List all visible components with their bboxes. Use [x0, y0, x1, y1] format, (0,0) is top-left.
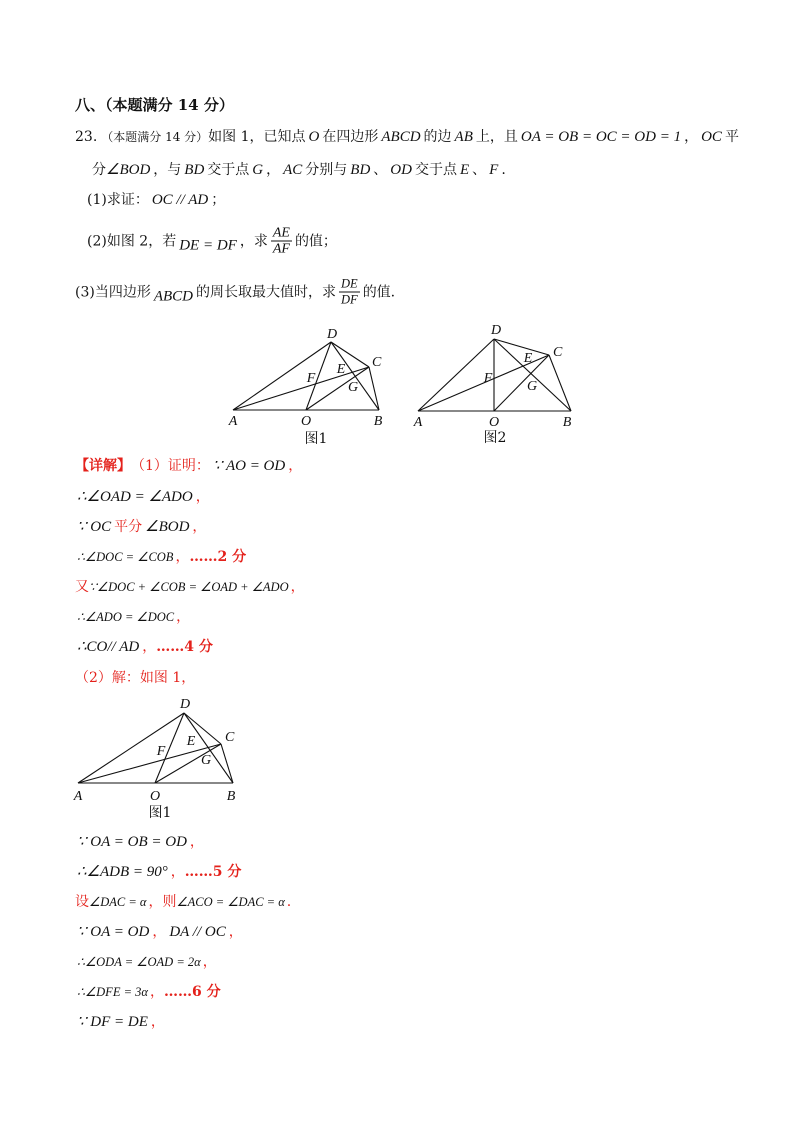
section-heading: 八、（本题满分 14 分）: [75, 96, 234, 114]
question-score-note: （本题满分 14 分）: [101, 130, 209, 144]
solution-line-4: [77, 547, 246, 567]
fraction-denominator: DF: [341, 292, 358, 307]
label-e: E: [336, 362, 346, 377]
fraction-numerator: DE: [341, 276, 358, 291]
figure-caption: 图1: [304, 431, 328, 447]
solution-line-7: [77, 637, 213, 657]
solution-tag: 【详解】: [75, 458, 131, 474]
math-expression: ∠DAC = α: [89, 895, 147, 909]
math-point-o: O: [308, 129, 320, 145]
label-e: E: [523, 351, 533, 366]
solution-text: 平分: [114, 519, 143, 535]
score-marker: ……5 分: [184, 864, 242, 880]
solution-line-1: [75, 456, 302, 476]
label-a: A: [413, 415, 423, 430]
math-side-ab: AB: [454, 129, 473, 145]
stem-text: 平: [724, 129, 739, 145]
solution-punctuation: ，: [170, 864, 185, 880]
math-expression: ∴∠DFE = 3α: [77, 985, 148, 999]
question-stem-line-2: [92, 160, 506, 180]
part-1-text: (1)求证：: [87, 192, 149, 208]
solution-line-3: [77, 517, 206, 537]
label-g: G: [526, 379, 538, 394]
label-f: F: [156, 744, 166, 759]
figure-1: [220, 320, 400, 450]
math-de-equals-df: DE = DF: [179, 237, 237, 253]
stem-text: 在四边形: [322, 129, 379, 145]
label-o: O: [300, 414, 312, 429]
stem-text: 上，且: [475, 129, 518, 145]
solution-text: （1）证明：: [131, 458, 210, 474]
solution-line-14: [77, 982, 221, 1002]
figure-caption: 图1: [148, 805, 172, 821]
part-1-text: ；: [211, 192, 226, 208]
stem-text: 交于点: [414, 162, 457, 178]
label-o: O: [149, 789, 161, 804]
solution-line-5: [75, 577, 305, 597]
math-equal-lengths: OA = OB = OC = OD = 1: [520, 129, 682, 145]
score-marker: ……4 分: [156, 639, 213, 655]
stem-text: 、: [373, 162, 388, 178]
solution-line-13: [77, 952, 217, 972]
solution-punctuation: .: [286, 894, 292, 910]
question-part-3: [75, 277, 395, 308]
label-b: B: [373, 414, 383, 429]
fraction-denominator: AF: [272, 241, 290, 257]
math-expression: ∴∠ADO = ∠DOC: [77, 610, 175, 624]
label-a: A: [73, 789, 83, 804]
label-c: C: [372, 355, 382, 370]
math-expression: ∠BOD: [145, 519, 190, 535]
solution-punctuation: ，: [228, 924, 243, 940]
solution-line-6: [77, 607, 190, 627]
part-3-text: 的值.: [362, 284, 396, 300]
segment-ac: [78, 744, 221, 783]
math-segment-ac: AC: [283, 162, 303, 178]
question-part-1: [87, 190, 225, 210]
math-point-f: F: [489, 162, 499, 178]
solution-punctuation: ，: [142, 639, 157, 655]
math-expression: ∵ OA = OB = OD: [77, 834, 187, 850]
math-expression: ∵ AO = OD: [212, 458, 286, 474]
solution-text: 设: [75, 894, 89, 910]
solution-line-9: [77, 832, 204, 852]
math-expression: ∠ACO = ∠DAC = α: [176, 895, 285, 909]
solution-punctuation: ，: [189, 834, 204, 850]
math-quadrilateral: ABCD: [381, 129, 421, 145]
math-segment-oc: OC: [701, 129, 722, 145]
solution-punctuation: ，: [150, 1014, 165, 1030]
math-expression: ∴∠ODA = ∠OAD = 2α: [77, 955, 201, 969]
math-expression: ∵ DF = DE: [77, 1014, 148, 1030]
solution-punctuation: ，: [176, 609, 191, 625]
part-2-text: 的值；: [294, 233, 337, 249]
label-d: D: [490, 323, 502, 338]
solution-line-10: [77, 862, 241, 882]
part-2-text: (2)如图 2，若: [87, 233, 177, 249]
solution-punctuation: ，: [195, 489, 210, 505]
label-g: G: [347, 380, 359, 395]
stem-text: 交于点: [207, 162, 250, 178]
math-segment-bd: BD: [350, 162, 371, 178]
math-expression: ∵∠DOC + ∠COB = ∠OAD + ∠ADO: [89, 580, 289, 594]
solution-figure-1: [65, 690, 250, 825]
solution-line-12: [77, 922, 243, 942]
math-oc-parallel-ad: OC // AD: [151, 192, 209, 208]
solution-text: （2）解：如图 1，: [75, 670, 196, 686]
math-angle-bod: ∠BOD: [106, 162, 151, 178]
math-expression: ∴∠OAD = ∠ADO: [77, 489, 193, 505]
solution-line-2: [77, 487, 210, 507]
label-b: B: [562, 415, 572, 430]
stem-text: ，: [266, 162, 281, 178]
figure-2: [405, 318, 585, 448]
solution-punctuation: ，: [192, 519, 207, 535]
math-expression: ∴∠ADB = 90°: [77, 864, 168, 880]
score-marker: ……6 分: [163, 984, 221, 1000]
solution-punctuation: ，: [175, 549, 190, 565]
part-2-text: ，求: [239, 233, 268, 249]
stem-text: .: [501, 162, 506, 178]
math-point-g: G: [252, 162, 264, 178]
label-f: F: [483, 371, 493, 386]
label-c: C: [225, 730, 235, 745]
stem-text: 分别与: [305, 162, 348, 178]
math-expression: ∴CO// AD: [77, 639, 140, 655]
fraction-numerator: AE: [272, 225, 290, 241]
math-segment-od: OD: [390, 162, 412, 178]
score-marker: ……2 分: [189, 549, 247, 565]
question-part-2: [87, 226, 337, 257]
math-expression: ∵ OA = OD: [77, 924, 150, 940]
label-a: A: [228, 414, 238, 429]
fraction-de-over-df: [339, 277, 360, 308]
label-o: O: [488, 415, 500, 430]
stem-text: 、: [472, 162, 487, 178]
segment-cb: [549, 355, 571, 411]
math-expression: ∴∠DOC = ∠COB: [77, 550, 174, 564]
solution-punctuation: ，: [152, 924, 167, 940]
solution-punctuation: ，: [149, 984, 164, 1000]
label-e: E: [186, 734, 196, 749]
label-d: D: [326, 327, 338, 342]
stem-text: ，: [684, 129, 699, 145]
segment-cb: [221, 744, 233, 783]
label-f: F: [306, 371, 316, 386]
segment-ad: [78, 713, 184, 783]
math-expression: DA // OC: [169, 924, 226, 940]
solution-line-15: [77, 1012, 165, 1032]
stem-text: 如图 1，已知点: [208, 129, 306, 145]
label-g: G: [200, 753, 212, 768]
solution-punctuation: ，: [202, 954, 217, 970]
label-b: B: [226, 789, 236, 804]
solution-line-11: [75, 892, 291, 912]
solution-line-8: [75, 668, 195, 688]
segment-ad: [418, 339, 494, 411]
solution-punctuation: ，: [288, 458, 303, 474]
part-3-text: 的周长取最大值时，求: [196, 284, 337, 300]
solution-text: ，则: [148, 894, 177, 910]
segment-ad: [233, 342, 331, 410]
question-stem-line-1: [75, 127, 739, 147]
label-d: D: [179, 697, 191, 712]
stem-text: 的边: [423, 129, 452, 145]
part-3-text: (3)当四边形: [75, 284, 151, 300]
fraction-ae-over-af: [271, 226, 292, 257]
stem-text: 分: [92, 162, 106, 178]
math-expression: ∵ OC: [77, 519, 112, 535]
math-quadrilateral: ABCD: [153, 288, 194, 304]
label-c: C: [553, 345, 563, 360]
stem-text: ，与: [153, 162, 182, 178]
solution-punctuation: ，: [290, 579, 305, 595]
math-point-e: E: [459, 162, 470, 178]
math-segment-bd: BD: [184, 162, 205, 178]
question-number: 23.: [75, 129, 98, 145]
figure-caption: 图2: [483, 430, 507, 446]
solution-text: 又: [75, 579, 89, 595]
